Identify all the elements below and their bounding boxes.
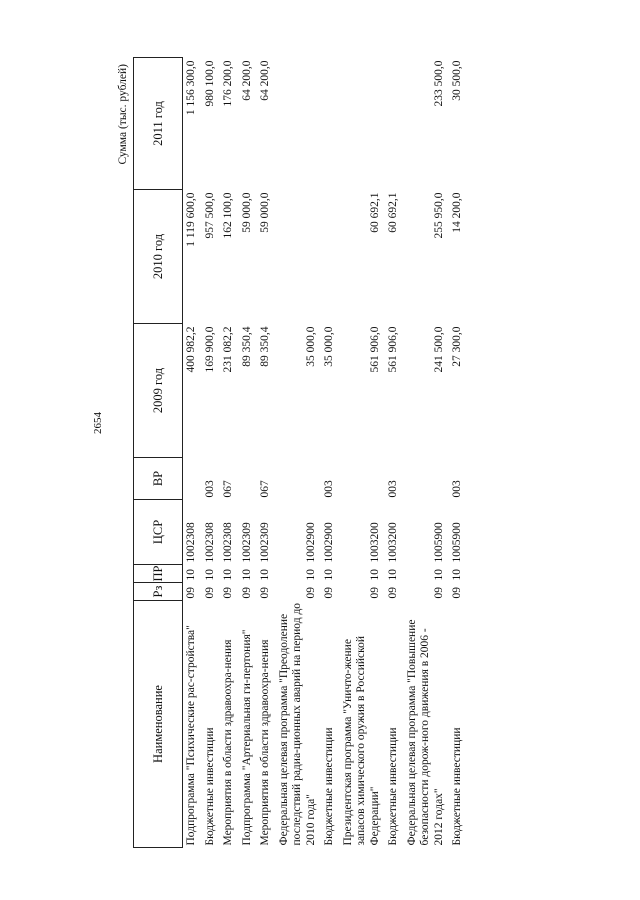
cell-vr: 067	[259, 480, 271, 498]
cell-pr: 10	[203, 569, 216, 581]
cell-pr: 10	[259, 569, 271, 581]
cell-name: Бюджетные инвестиции	[451, 727, 463, 846]
units-label: Сумма (тыс. рублей)	[117, 64, 129, 165]
header-2010: 2010 год	[134, 190, 183, 324]
cell-name: Президентская программа "Уничто-жение запасов химического оружия в Российской Федерации"	[341, 635, 381, 846]
cell-csr: 1002900	[304, 522, 317, 563]
table-row	[340, 58, 386, 848]
cell-pr: 10	[240, 569, 253, 581]
cell-vr: 003	[387, 480, 399, 498]
cell-csr: 1005900	[451, 522, 463, 563]
table-row	[183, 58, 202, 848]
cell-vr	[239, 458, 258, 500]
cell-csr: 1002309	[240, 522, 253, 563]
cell-pr: 10	[451, 569, 463, 581]
cell-2010: 1 119 600,0	[185, 192, 197, 247]
cell-name: Федеральная целевая программа "Преодоление последствий радиа-ционных аварий на период до 2010 года"	[277, 602, 317, 846]
cell-rz: 09	[323, 587, 335, 599]
table-row	[321, 58, 340, 848]
cell-name: Бюджетные инвестиции	[323, 727, 335, 846]
cell-rz: 09	[259, 587, 271, 599]
cell-vr	[340, 458, 386, 500]
cell-pr: 10	[185, 569, 197, 581]
cell-2009: 35 000,0	[323, 326, 335, 367]
cell-rz: 09	[185, 587, 197, 599]
cell-pr: 10	[432, 569, 445, 581]
cell-name: Бюджетные инвестиции	[387, 727, 399, 846]
cell-2010: 59 000,0	[259, 192, 271, 233]
header-csr: ЦСР	[134, 500, 183, 565]
cell-csr: 1003200	[387, 522, 399, 563]
cell-2010: 255 950,0	[432, 192, 445, 239]
table-row	[220, 58, 239, 848]
cell-csr: 1002308	[222, 522, 234, 563]
cell-2009: 27 300,0	[451, 326, 463, 367]
cell-rz: 09	[368, 587, 381, 599]
cell-2011	[321, 58, 340, 190]
cell-2011: 233 500,0	[432, 60, 445, 107]
budget-table	[133, 57, 468, 848]
header-pr: ПР	[134, 565, 183, 583]
cell-2011: 176 200,0	[222, 60, 234, 107]
cell-2011	[385, 58, 404, 190]
cell-2011: 64 200,0	[259, 60, 271, 101]
header-name: Наименование	[134, 601, 183, 848]
cell-csr: 1002308	[203, 522, 216, 563]
cell-rz: 09	[432, 587, 445, 599]
header-vr: ВР	[134, 458, 183, 500]
table-row	[202, 58, 221, 848]
page-number: 2654	[92, 412, 104, 434]
cell-2010: 14 200,0	[451, 192, 463, 233]
cell-2011: 64 200,0	[240, 60, 253, 101]
cell-2009: 241 500,0	[432, 326, 445, 373]
cell-pr: 10	[368, 569, 381, 581]
cell-rz: 09	[387, 587, 399, 599]
header-2011: 2011 год	[134, 58, 183, 190]
cell-vr	[404, 458, 450, 500]
cell-2009: 89 350,4	[240, 326, 253, 367]
cell-2009: 400 982,2	[185, 326, 197, 373]
cell-csr: 1005900	[432, 522, 445, 563]
cell-2011: 1 156 300,0	[185, 60, 197, 116]
cell-pr: 10	[304, 569, 317, 581]
cell-rz: 09	[203, 587, 216, 599]
cell-vr	[276, 458, 322, 500]
cell-rz: 09	[304, 587, 317, 599]
header-rz: Рз	[134, 583, 183, 601]
table-header-row	[134, 58, 183, 848]
cell-rz: 09	[451, 587, 463, 599]
cell-name: Мероприятия в области здравоохра-нения	[259, 639, 271, 846]
cell-2011: 980 100,0	[203, 60, 216, 107]
header-2009: 2009 год	[134, 324, 183, 458]
cell-vr: 067	[222, 480, 234, 498]
cell-vr: 003	[323, 480, 335, 498]
table-row	[449, 58, 468, 848]
cell-2009: 35 000,0	[304, 326, 317, 367]
cell-2010: 60 692,1	[387, 192, 399, 233]
cell-rz: 09	[240, 587, 253, 599]
cell-csr: 1003200	[368, 522, 381, 563]
cell-csr: 1002308	[185, 522, 197, 563]
cell-name: Бюджетные инвестиции	[203, 727, 216, 846]
table-row	[276, 58, 322, 848]
rotated-content	[90, 58, 570, 848]
cell-rz: 09	[222, 587, 234, 599]
cell-pr: 10	[323, 569, 335, 581]
cell-pr: 10	[222, 569, 234, 581]
cell-2009: 561 906,0	[387, 326, 399, 373]
cell-csr: 1002309	[259, 522, 271, 563]
cell-2009: 89 350,4	[259, 326, 271, 367]
table-row	[239, 58, 258, 848]
cell-2009: 561 906,0	[368, 326, 381, 373]
cell-2010: 59 000,0	[240, 192, 253, 233]
table-row	[385, 58, 404, 848]
cell-vr: 003	[203, 480, 216, 498]
cell-name: Подпрограмма "Артериальная ги-пертония"	[240, 629, 253, 846]
cell-vr: 003	[451, 480, 463, 498]
cell-2010	[276, 190, 322, 324]
table-row	[257, 58, 276, 848]
cell-2010: 957 500,0	[203, 192, 216, 239]
cell-name: Подпрограмма "Психические рас-стройства"	[185, 625, 197, 846]
cell-pr: 10	[387, 569, 399, 581]
cell-vr	[183, 458, 202, 500]
cell-2010: 162 100,0	[222, 192, 234, 239]
table-body	[183, 58, 468, 848]
cell-name: Федеральная целевая программа "Повышение безопасности дорож-ного движения в 2006 - 2012 годах"	[405, 619, 445, 846]
cell-2009: 169 900,0	[203, 326, 216, 373]
cell-2010: 60 692,1	[368, 192, 381, 233]
cell-2011	[340, 58, 386, 190]
cell-2010	[321, 190, 340, 324]
cell-2009: 231 082,2	[222, 326, 234, 373]
cell-csr: 1002900	[323, 522, 335, 563]
table-row	[404, 58, 450, 848]
cell-name: Мероприятия в области здравоохра-нения	[222, 639, 234, 846]
cell-2011	[276, 58, 322, 190]
cell-2011: 30 500,0	[451, 60, 463, 101]
